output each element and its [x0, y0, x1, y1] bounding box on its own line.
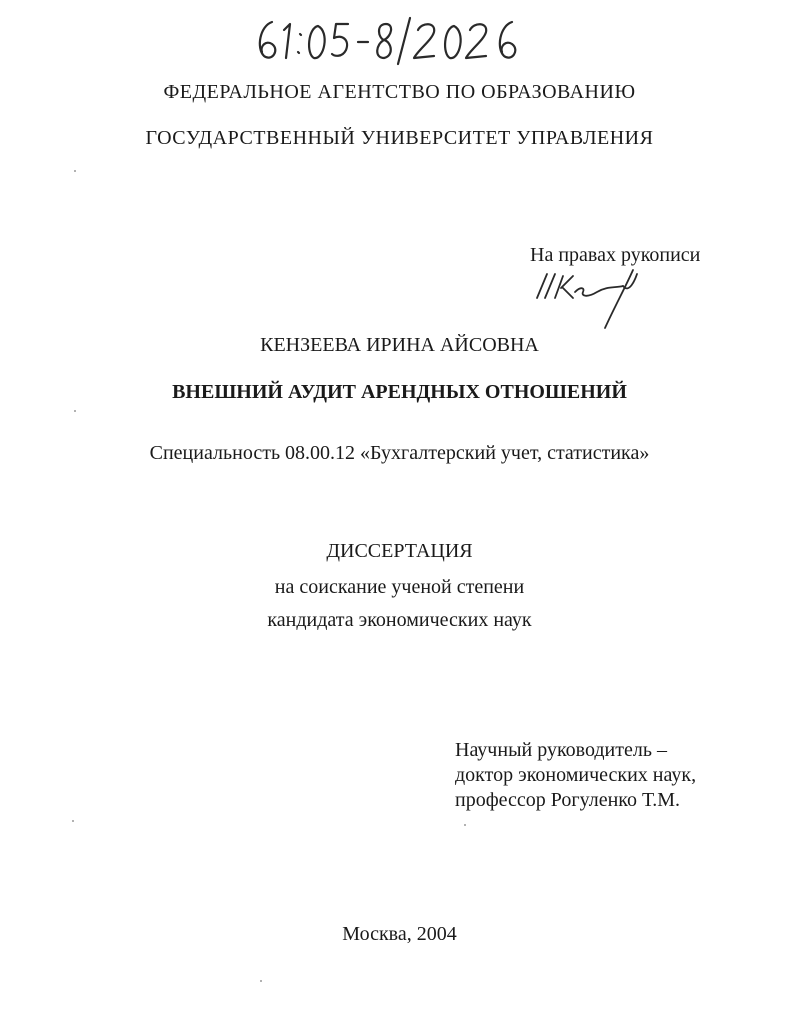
work-degree: кандидата экономических наук	[267, 609, 532, 631]
dissertation-title: ВНЕШНИЙ АУДИТ АРЕНДНЫХ ОТНОШЕНИЙ	[172, 381, 627, 403]
city-year: Москва, 2004	[342, 923, 457, 945]
archive-number-handwritten	[0, 0, 799, 70]
work-purpose: на соискание ученой степени	[274, 576, 525, 598]
supervisor-degree: доктор экономических наук,	[455, 764, 697, 786]
supervisor-name: профессор Рогуленко Т.М.	[455, 789, 680, 811]
scan-speck	[464, 824, 466, 826]
agency-heading: ФЕДЕРАЛЬНОЕ АГЕНТСТВО ПО ОБРАЗОВАНИЮ	[163, 81, 636, 103]
supervisor-title: Научный руководитель –	[455, 739, 667, 761]
archive-number-handwriting	[250, 8, 520, 68]
scan-speck	[74, 410, 76, 412]
scan-speck	[72, 820, 74, 822]
rights-note: На правах рукописи	[530, 244, 701, 266]
scan-speck	[74, 170, 76, 172]
work-type: ДИССЕРТАЦИЯ	[326, 540, 473, 562]
signature-drawing	[525, 258, 655, 338]
signature	[525, 258, 655, 338]
speciality: Специальность 08.00.12 «Бухгалтерский учет, статистика»	[149, 442, 650, 464]
author-name: КЕНЗЕЕВА ИРИНА АЙСОВНА	[260, 334, 539, 356]
scan-speck	[260, 980, 262, 982]
university-heading: ГОСУДАРСТВЕННЫЙ УНИВЕРСИТЕТ УПРАВЛЕНИЯ	[145, 127, 654, 149]
